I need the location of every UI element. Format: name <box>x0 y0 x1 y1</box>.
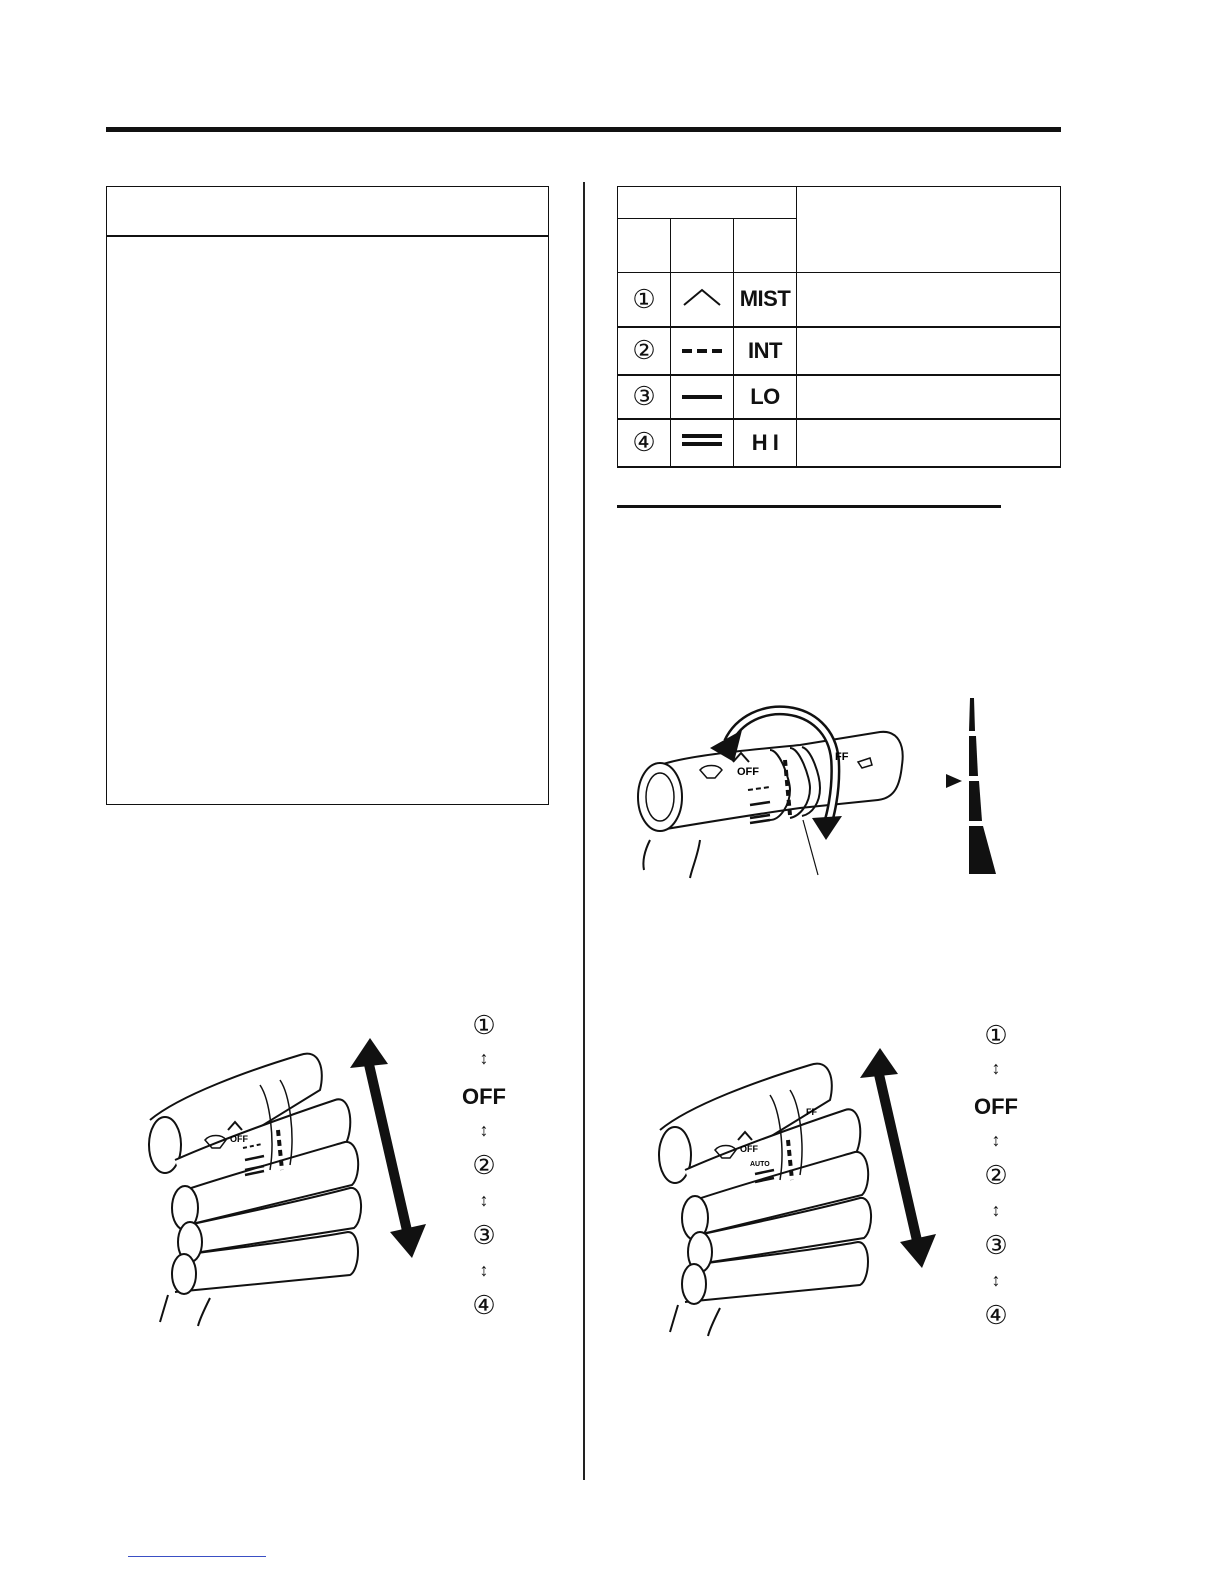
row-label: H I <box>734 419 797 467</box>
table-header-label <box>734 219 797 273</box>
row-number: ① <box>618 273 671 327</box>
section-rule <box>617 505 1001 508</box>
footer-link-underline[interactable] <box>128 1556 266 1557</box>
row-description <box>797 273 1061 327</box>
row-label: INT <box>734 327 797 375</box>
up-down-arrow-icon: ↕ <box>991 1270 1001 1290</box>
position-1-label: ① <box>984 1020 1008 1050</box>
position-2-label: ② <box>984 1160 1008 1190</box>
position-1-label: ① <box>472 1010 496 1040</box>
row-label: MIST <box>734 273 797 327</box>
lever-auto-label: AUTO <box>750 1161 770 1168</box>
row-description <box>797 327 1061 375</box>
wiper-lever-rotation-illustration <box>630 690 930 890</box>
wiper-lever-positions-illustration <box>140 1030 440 1330</box>
table-header-description <box>797 187 1061 273</box>
sensitivity-scale-icon <box>940 698 1000 878</box>
lever-off-label: OFF <box>737 766 759 778</box>
high-speed-icon <box>671 419 734 467</box>
lever-off-label: OFF <box>740 1144 758 1154</box>
row-description <box>797 375 1061 419</box>
mist-icon <box>671 273 734 327</box>
row-label: LO <box>734 375 797 419</box>
table-row <box>618 327 1061 375</box>
table-header-symbol <box>671 219 734 273</box>
wiper-lever-auto-positions-illustration <box>650 1040 950 1340</box>
position-2-label: ② <box>472 1150 496 1180</box>
table-header-switch <box>618 187 797 219</box>
warning-box-header <box>107 187 548 237</box>
up-down-arrow-icon: ↕ <box>991 1130 1001 1150</box>
wiper-position-table <box>617 186 1061 468</box>
row-description <box>797 419 1061 467</box>
up-down-arrow-icon: ↕ <box>479 1120 489 1140</box>
row-number: ② <box>618 327 671 375</box>
table-header-number <box>618 219 671 273</box>
position-off-label: OFF <box>462 1084 506 1109</box>
up-down-arrow-icon: ↕ <box>479 1048 489 1068</box>
row-number: ③ <box>618 375 671 419</box>
position-3-label: ③ <box>472 1220 496 1250</box>
position-3-label: ③ <box>984 1230 1008 1260</box>
header-rule <box>106 127 1061 132</box>
up-down-arrow-icon: ↕ <box>991 1200 1001 1220</box>
column-divider <box>583 182 585 1480</box>
up-down-arrow-icon: ↕ <box>991 1058 1001 1078</box>
row-number: ④ <box>618 419 671 467</box>
lever-ff-label: FF <box>835 751 849 763</box>
warning-box <box>106 186 549 805</box>
intermittent-icon <box>671 327 734 375</box>
table-row <box>618 375 1061 419</box>
table-row <box>618 273 1061 327</box>
up-down-arrow-icon: ↕ <box>479 1260 489 1280</box>
position-off-label: OFF <box>974 1094 1018 1119</box>
lever-off-label: OFF <box>230 1134 248 1144</box>
position-4-label: ④ <box>472 1290 496 1320</box>
lever-ff-label: FF <box>806 1107 817 1117</box>
up-down-arrow-icon: ↕ <box>479 1190 489 1210</box>
low-speed-icon <box>671 375 734 419</box>
table-row <box>618 419 1061 467</box>
position-4-label: ④ <box>984 1300 1008 1330</box>
